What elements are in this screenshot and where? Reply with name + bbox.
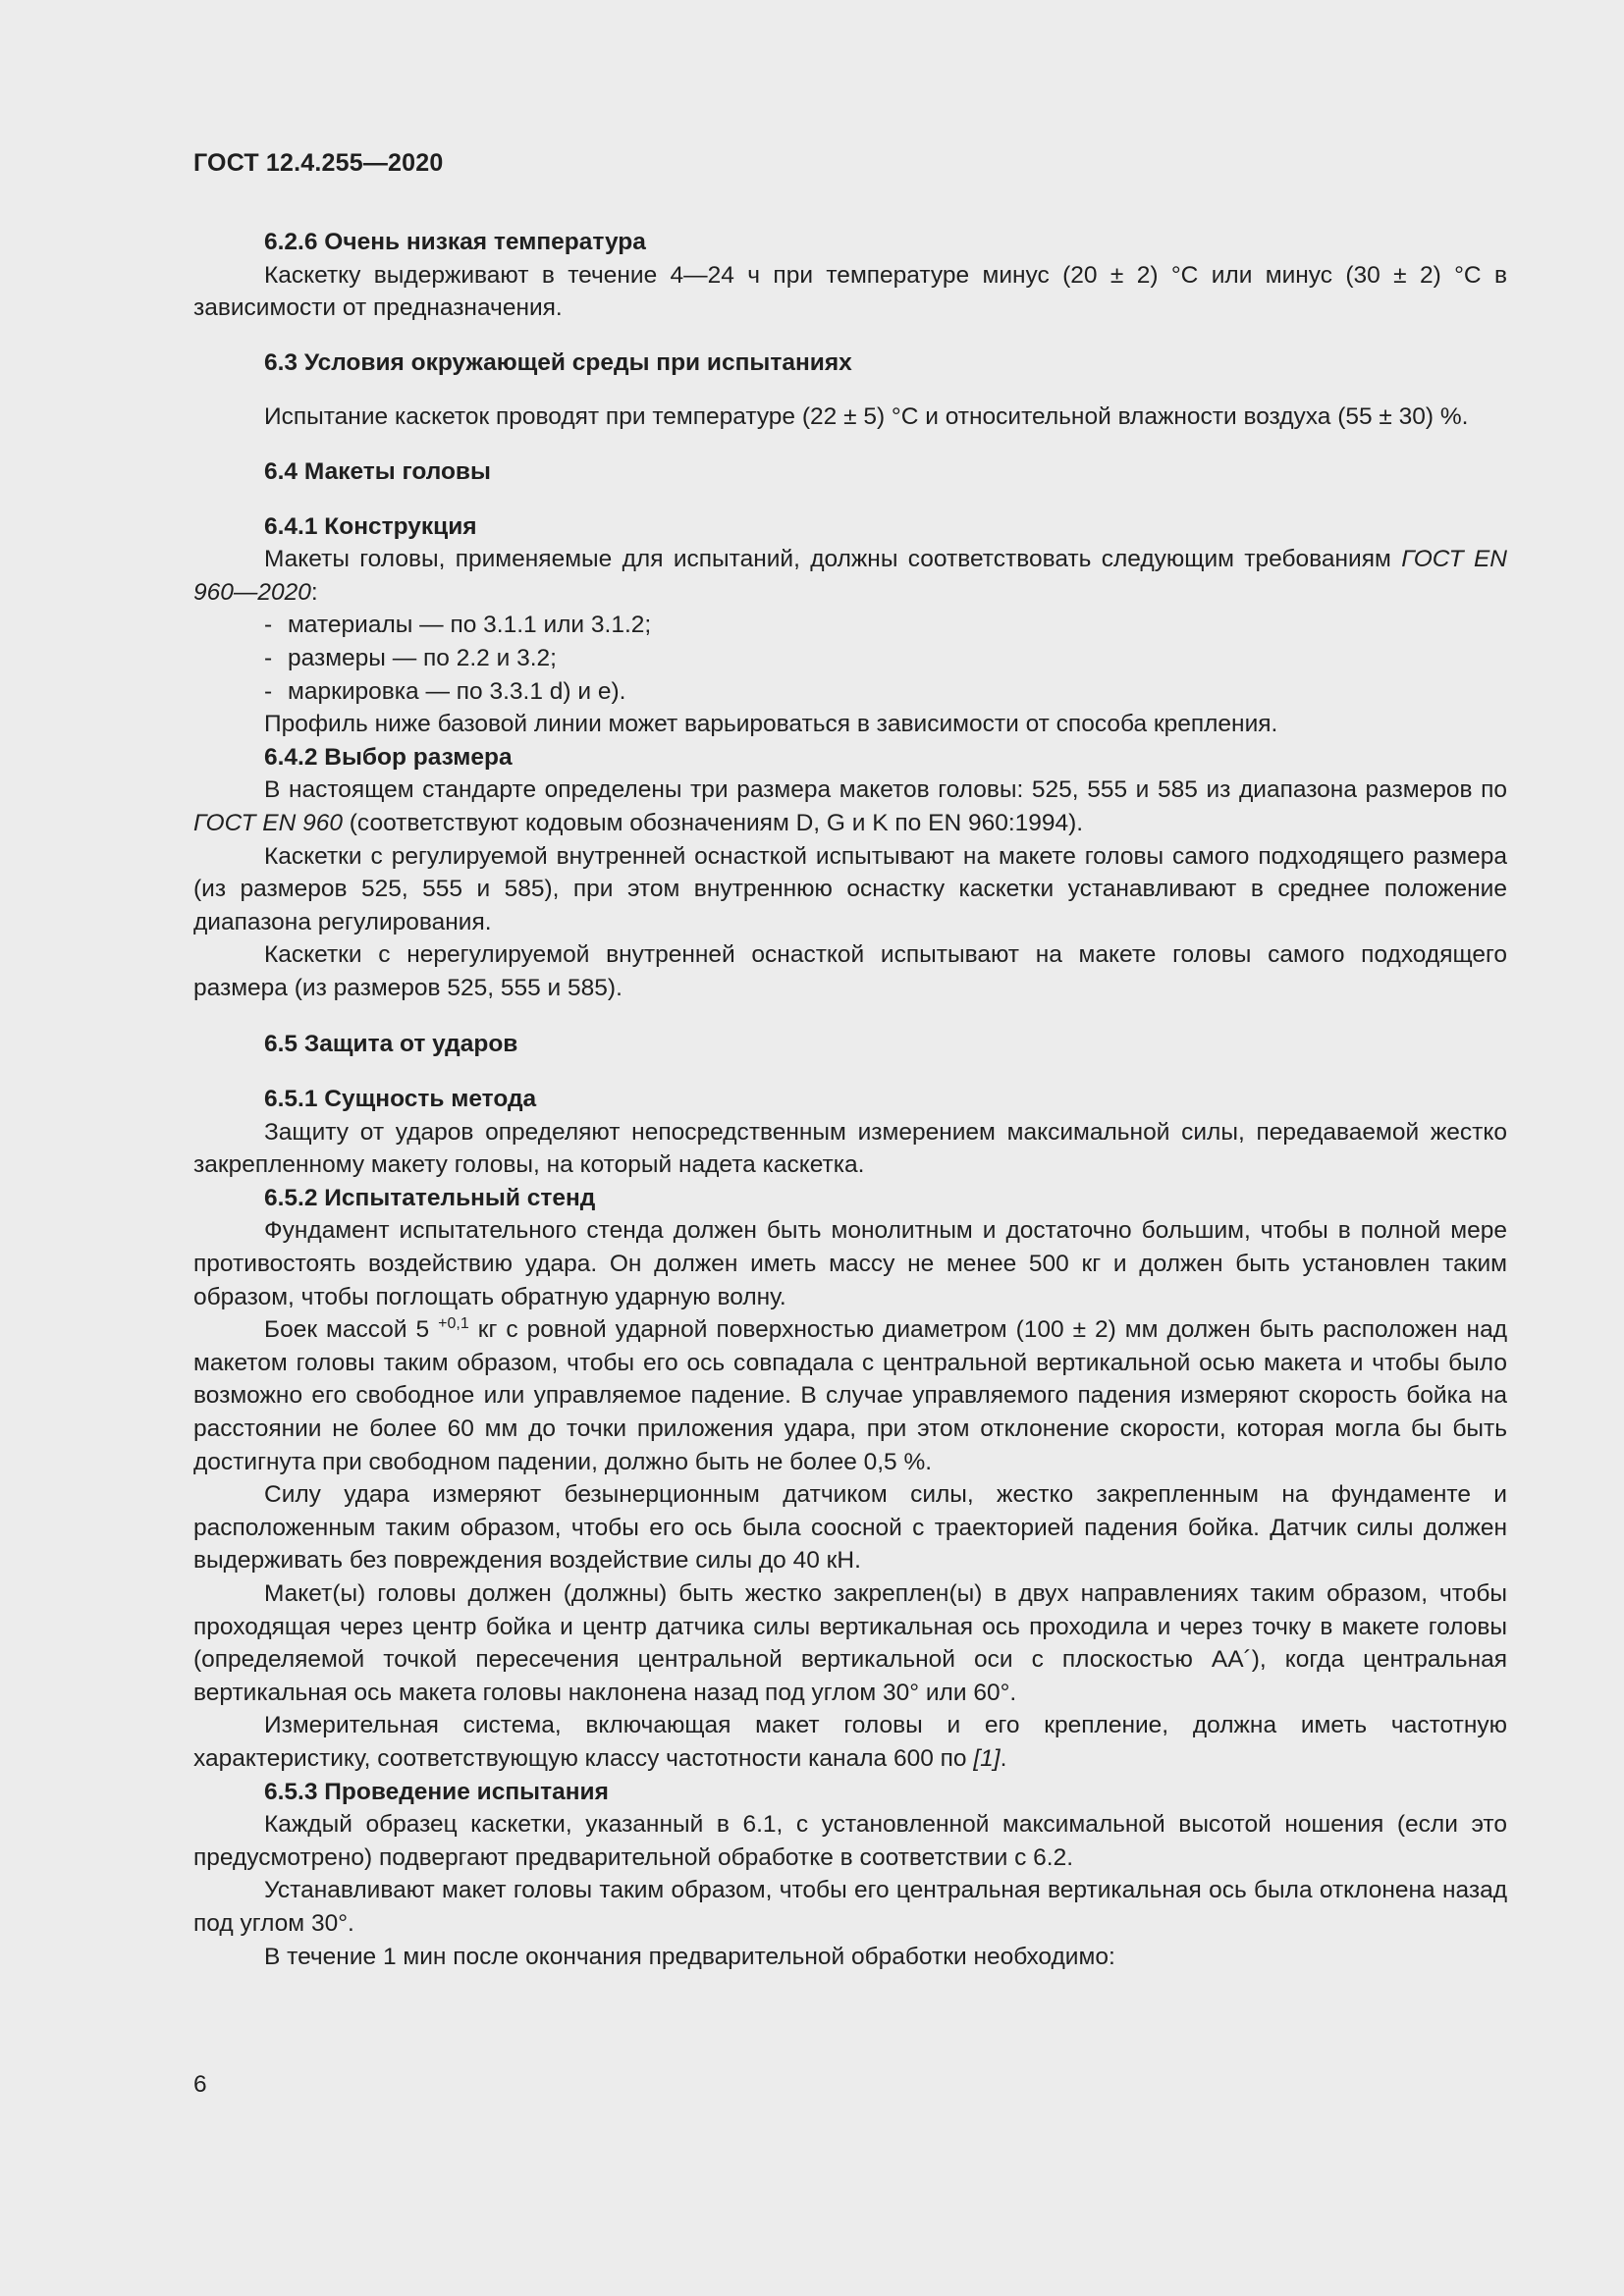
section-heading-6-4: 6.4 Макеты головы bbox=[264, 457, 491, 485]
section-heading-6-5-3: 6.5.3 Проведение испытания bbox=[264, 1778, 609, 1805]
paragraph: Макет(ы) головы должен (должны) быть жестко закреплен(ы) в двух направлениях таким образом, чтобы проходящая через центр бойка и центр датчика силы вертикальная ось проходила и через точку в макете головы (определяемой точкой пересечения центральной вертикальной оси с плоскостью АА´), когда центральная вертикальная ось макета головы наклонена назад под углом 30° или 60°. bbox=[193, 1579, 1507, 1706]
document-header: ГОСТ 12.4.255—2020 bbox=[193, 149, 444, 177]
paragraph: В настоящем стандарте определены три размера макетов головы: 525, 555 и 585 из диапазона размеров по ГОСТ EN 960 (соответствуют кодовым обозначениям D, G и K по EN 960:1994). bbox=[193, 776, 1507, 836]
paragraph: В течение 1 мин после окончания предварительной обработки необходимо: bbox=[264, 1943, 1115, 1970]
paragraph: Каждый образец каскетки, указанный в 6.1, с установленной максимальной высотой ношения (если это предусмотрено) подвергают предварительной обработке в соответствии с 6.2. bbox=[193, 1811, 1507, 1871]
list-item: - материалы — по 3.1.1 или 3.1.2; bbox=[264, 612, 652, 639]
paragraph: Защиту от ударов определяют непосредственным измерением максимальной силы, передаваемой жестко закрепленному макету головы, на который надета каскетка. bbox=[193, 1118, 1507, 1179]
paragraph: Каскетки с регулируемой внутренней оснасткой испытывают на макете головы самого подходящего размера (из размеров 525, 555 и 585), при этом внутреннюю оснастку каскетки устанавливают в среднее положение диапазона регулирования. bbox=[193, 842, 1507, 935]
list-item: - маркировка — по 3.3.1 d) и е). bbox=[264, 677, 626, 705]
paragraph: Силу удара измеряют безынерционным датчиком силы, жестко закрепленным на фундаменте и расположенным таким образом, чтобы его ось была соосной с траекторией падения бойка. Датчик силы должен выдерживать без повреждения воздействие силы до 40 кН. bbox=[193, 1481, 1507, 1575]
section-heading-6-4-2: 6.4.2 Выбор размера bbox=[264, 743, 513, 771]
section-heading-6-5-2: 6.5.2 Испытательный стенд bbox=[264, 1184, 596, 1211]
section-heading-6-5-1: 6.5.1 Сущность метода bbox=[264, 1086, 537, 1113]
standard-reference: ГОСТ EN 960—2020 bbox=[193, 546, 1507, 606]
paragraph: Боек массой 5 $^{+0,1}$ кг с ровной ударной поверхностью диаметром (100 ± 2) мм должен быть расположен над макетом головы таким образом, чтобы его ось совпадала с центральной вертикальной осью макета и чтобы было возможно его свободное или управляемое падение. В случае управляемого падения измеряют скорость бойка на расстоянии не более 60 мм до точки приложения удара, при этом отклонение скорости, которая могла бы быть достигнута при свободном падении, должно быть не более 0,5 %. bbox=[193, 1315, 1507, 1475]
paragraph: Испытание каскеток проводят при температуре (22 ± 5) °С и относительной влажности воздуха (55 ± 30) %. bbox=[264, 403, 1469, 431]
page-number: 6 bbox=[193, 2071, 207, 2098]
section-heading-6-4-1: 6.4.1 Конструкция bbox=[264, 512, 477, 540]
paragraph: Профиль ниже базовой линии может варьироваться в зависимости от способа крепления. bbox=[264, 711, 1278, 738]
bibliography-reference: [1] bbox=[973, 1744, 1001, 1772]
section-heading-6-2-6: 6.2.6 Очень низкая температура bbox=[264, 229, 646, 255]
paragraph: Каскетки с нерегулируемой внутренней оснасткой испытывают на макете головы самого подходящего размера (из размеров 525, 555 и 585). bbox=[193, 941, 1507, 1001]
document-body bbox=[193, 226, 1507, 1973]
paragraph: Измерительная система, включающая макет головы и его крепление, должна иметь частотную характеристику, соответствующую классу частотности канала 600 по [1]. bbox=[193, 1712, 1507, 1772]
section-heading-6-5: 6.5 Защита от ударов bbox=[264, 1031, 518, 1058]
list-item: - размеры — по 2.2 и 3.2; bbox=[264, 644, 557, 671]
tolerance-superscript: +0,1 bbox=[438, 1315, 469, 1333]
paragraph: Устанавливают макет головы таким образом, чтобы его центральная вертикальная ось была отклонена назад под углом 30°. bbox=[193, 1877, 1507, 1937]
paragraph: Макеты головы, применяемые для испытаний, должны соответствовать следующим требованиям ГОСТ EN 960—2020: bbox=[193, 546, 1507, 606]
paragraph: Каскетку выдерживают в течение 4—24 ч при температуре минус (20 ± 2) °С или минус (30 ± 2) °С в зависимости от предназначения. bbox=[193, 261, 1507, 322]
paragraph: Фундамент испытательного стенда должен быть монолитным и достаточно большим, чтобы в полной мере противостоять воздействию удара. Он должен иметь массу не менее 500 кг и должен быть установлен таким образом, чтобы поглощать обратную ударную волну. bbox=[193, 1217, 1507, 1310]
section-heading-6-3: 6.3 Условия окружающей среды при испытаниях bbox=[264, 348, 852, 376]
standard-reference: ГОСТ EN 960 bbox=[193, 809, 343, 836]
